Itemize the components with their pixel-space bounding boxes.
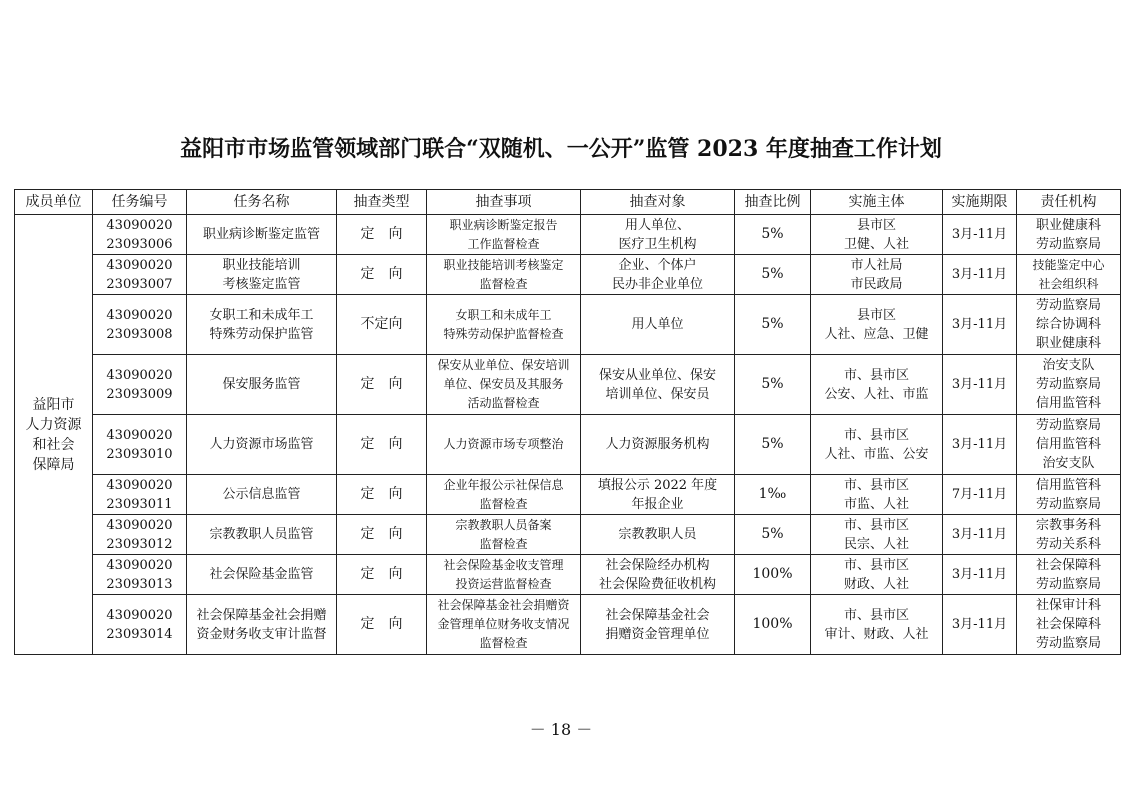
inspection-plan-table xyxy=(14,189,1121,655)
task-code: 43090020 23093011 xyxy=(93,475,187,515)
task-code: 43090020 23093013 xyxy=(93,555,187,595)
implementing-subject: 县市区 卫健、人社 xyxy=(811,215,943,255)
implementing-subject: 县市区 人社、应急、卫健 xyxy=(811,295,943,355)
check-type: 定 向 xyxy=(337,415,427,475)
task-code: 43090020 23093014 xyxy=(93,595,187,655)
task-name: 职业病诊断鉴定监管 xyxy=(187,215,337,255)
task-name: 宗教教职人员监管 xyxy=(187,515,337,555)
check-type: 定 向 xyxy=(337,515,427,555)
task-name: 社会保险基金监管 xyxy=(187,555,337,595)
header-check-ratio: 抽查比例 xyxy=(735,190,811,215)
check-ratio: 5% xyxy=(735,295,811,355)
task-code: 43090020 23093007 xyxy=(93,255,187,295)
implementation-period: 3月-11月 xyxy=(943,355,1017,415)
header-task-code: 任务编号 xyxy=(93,190,187,215)
responsible-org: 技能鉴定中心 社会组织科 xyxy=(1017,255,1121,295)
check-items: 社会保险基金收支管理 投资运营监督检查 xyxy=(427,555,581,595)
check-object: 企业、个体户 民办非企业单位 xyxy=(581,255,735,295)
implementation-period: 7月-11月 xyxy=(943,475,1017,515)
table-row xyxy=(15,415,1121,475)
task-code: 43090020 23093009 xyxy=(93,355,187,415)
check-type: 定 向 xyxy=(337,255,427,295)
task-code: 43090020 23093010 xyxy=(93,415,187,475)
task-code: 43090020 23093008 xyxy=(93,295,187,355)
responsible-org: 治安支队 劳动监察局 信用监管科 xyxy=(1017,355,1121,415)
implementing-subject: 市、县市区 财政、人社 xyxy=(811,555,943,595)
check-items: 企业年报公示社保信息 监督检查 xyxy=(427,475,581,515)
check-object: 人力资源服务机构 xyxy=(581,415,735,475)
check-items: 宗教教职人员备案 监督检查 xyxy=(427,515,581,555)
check-type: 定 向 xyxy=(337,475,427,515)
task-name: 人力资源市场监管 xyxy=(187,415,337,475)
member-unit-cell: 益阳市 人力资源 和社会 保障局 xyxy=(15,215,93,655)
implementation-period: 3月-11月 xyxy=(943,595,1017,655)
check-items: 职业病诊断鉴定报告 工作监督检查 xyxy=(427,215,581,255)
check-ratio: 5% xyxy=(735,355,811,415)
implementing-subject: 市、县市区 审计、财政、人社 xyxy=(811,595,943,655)
check-object: 保安从业单位、保安 培训单位、保安员 xyxy=(581,355,735,415)
check-ratio: 100% xyxy=(735,555,811,595)
check-object: 填报公示 2022 年度 年报企业 xyxy=(581,475,735,515)
check-items: 职业技能培训考核鉴定 监督检查 xyxy=(427,255,581,295)
check-items: 社会保障基金社会捐赠资 金管理单位财务收支情况 监督检查 xyxy=(427,595,581,655)
task-name: 社会保障基金社会捐赠 资金财务收支审计监督 xyxy=(187,595,337,655)
check-type: 定 向 xyxy=(337,215,427,255)
check-ratio: 5% xyxy=(735,215,811,255)
check-ratio: 5% xyxy=(735,415,811,475)
implementation-period: 3月-11月 xyxy=(943,215,1017,255)
task-name: 保安服务监管 xyxy=(187,355,337,415)
check-object: 用人单位 xyxy=(581,295,735,355)
implementation-period: 3月-11月 xyxy=(943,255,1017,295)
check-type: 定 向 xyxy=(337,555,427,595)
table-row xyxy=(15,595,1121,655)
check-ratio: 5% xyxy=(735,255,811,295)
task-code: 43090020 23093006 xyxy=(93,215,187,255)
check-type: 不定向 xyxy=(337,295,427,355)
check-items: 保安从业单位、保安培训 单位、保安员及其服务 活动监督检查 xyxy=(427,355,581,415)
task-code: 43090020 23093012 xyxy=(93,515,187,555)
table-row xyxy=(15,355,1121,415)
header-check-items: 抽查事项 xyxy=(427,190,581,215)
page-title: 益阳市市场监管领域部门联合“双随机、一公开”监管 2023 年度抽查工作计划 xyxy=(180,136,942,162)
implementing-subject: 市、县市区 民宗、人社 xyxy=(811,515,943,555)
table-row xyxy=(15,475,1121,515)
table-row xyxy=(15,555,1121,595)
header-member-unit: 成员单位 xyxy=(15,190,93,215)
implementing-subject: 市、县市区 市监、人社 xyxy=(811,475,943,515)
implementing-subject: 市、县市区 公安、人社、市监 xyxy=(811,355,943,415)
header-check-object: 抽查对象 xyxy=(581,190,735,215)
check-ratio: 5% xyxy=(735,515,811,555)
header-responsible-org: 责任机构 xyxy=(1017,190,1121,215)
responsible-org: 社保审计科 社会保障科 劳动监察局 xyxy=(1017,595,1121,655)
header-task-name: 任务名称 xyxy=(187,190,337,215)
table-row xyxy=(15,255,1121,295)
check-object: 社会保障基金社会 捐赠资金管理单位 xyxy=(581,595,735,655)
implementing-subject: 市人社局 市民政局 xyxy=(811,255,943,295)
responsible-org: 职业健康科 劳动监察局 xyxy=(1017,215,1121,255)
implementation-period: 3月-11月 xyxy=(943,555,1017,595)
check-type: 定 向 xyxy=(337,355,427,415)
check-object: 用人单位、 医疗卫生机构 xyxy=(581,215,735,255)
header-check-type: 抽查类型 xyxy=(337,190,427,215)
task-name: 公示信息监管 xyxy=(187,475,337,515)
check-ratio: 100% xyxy=(735,595,811,655)
header-subject: 实施主体 xyxy=(811,190,943,215)
implementation-period: 3月-11月 xyxy=(943,415,1017,475)
table-row xyxy=(15,515,1121,555)
task-name: 女职工和未成年工 特殊劳动保护监管 xyxy=(187,295,337,355)
check-object: 社会保险经办机构 社会保险费征收机构 xyxy=(581,555,735,595)
check-type: 定 向 xyxy=(337,595,427,655)
responsible-org: 宗教事务科 劳动关系科 xyxy=(1017,515,1121,555)
check-object: 宗教教职人员 xyxy=(581,515,735,555)
implementing-subject: 市、县市区 人社、市监、公安 xyxy=(811,415,943,475)
implementation-period: 3月-11月 xyxy=(943,515,1017,555)
check-ratio: 1‰ xyxy=(735,475,811,515)
responsible-org: 社会保障科 劳动监察局 xyxy=(1017,555,1121,595)
responsible-org: 劳动监察局 信用监管科 治安支队 xyxy=(1017,415,1121,475)
check-items: 人力资源市场专项整治 xyxy=(427,415,581,475)
responsible-org: 劳动监察局 综合协调科 职业健康科 xyxy=(1017,295,1121,355)
table-row xyxy=(15,215,1121,255)
task-name: 职业技能培训 考核鉴定监管 xyxy=(187,255,337,295)
page-number: － 18 － xyxy=(529,720,593,739)
table-row xyxy=(15,295,1121,355)
header-period: 实施期限 xyxy=(943,190,1017,215)
table-header-row xyxy=(15,190,1121,215)
implementation-period: 3月-11月 xyxy=(943,295,1017,355)
responsible-org: 信用监管科 劳动监察局 xyxy=(1017,475,1121,515)
check-items: 女职工和未成年工 特殊劳动保护监督检查 xyxy=(427,295,581,355)
